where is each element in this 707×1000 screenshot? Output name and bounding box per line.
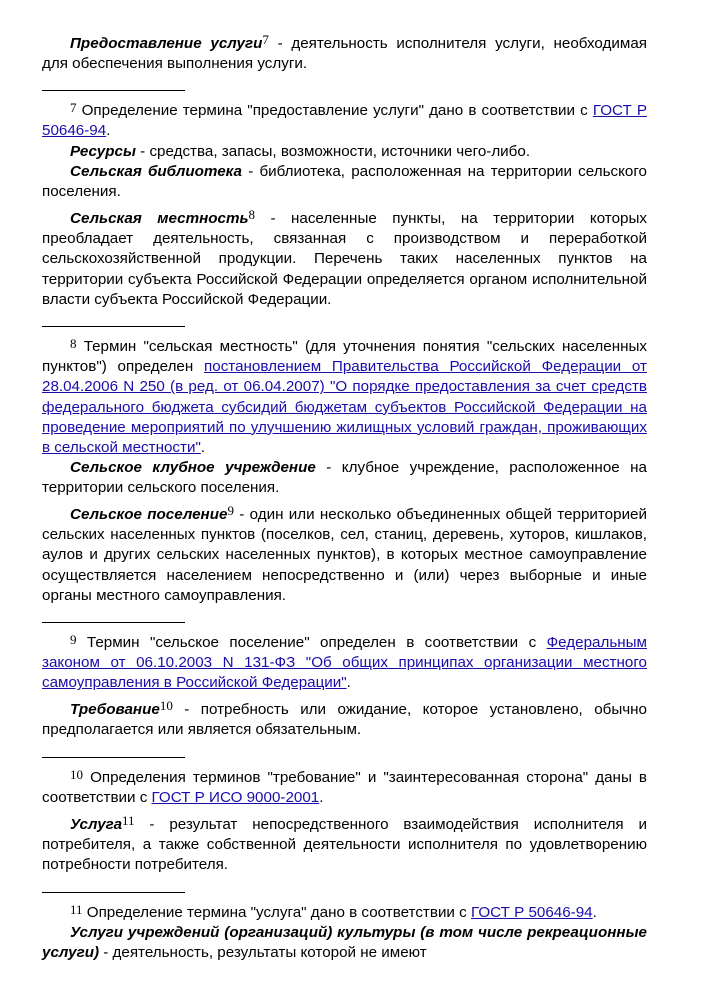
footnote-11 [42,903,647,923]
footnote-end: . [319,789,324,807]
footnote-ref[interactable]: 11 [122,813,135,828]
footnote-text: Определения терминов "требование" и "заинтересованная сторона" даны в соответствии с [42,769,647,807]
footnote-7 [42,101,647,141]
link-gost-iso-9000[interactable]: ГОСТ Р ИСО 9000-2001 [151,789,320,807]
footnote-ref[interactable]: 10 [159,698,173,713]
definition-text: - деятельность исполнителя услуги, необходимая для обеспечения выполнения услуги. [42,35,647,73]
link-federal-law-131[interactable]: Федеральным законом от 06.10.2003 N 131-ФЗ "Об общих принципах организации местного самоуправления в Российской Федерации" [42,634,647,692]
footnote-separator [42,757,185,758]
definition-text: - средства, запасы, возможности, источники чего-либо. [135,143,531,160]
footnote-text: Термин "сельское поселение" определен в соответствии с [76,634,547,651]
footnote-number: 9 [70,632,77,647]
link-government-decree-250[interactable]: постановлением Правительства Российской Федерации от 28.04.2006 N 250 (в ред. от 06.04.2007) "О порядке предоставления за счет средств федерального бюджета субсидий бюджетам субъектов Российской Федерации на проведение мероприятий по улучшению жилищных условий граждан, проживающих в сельской местности" [42,358,647,457]
footnote-number: 11 [70,902,83,917]
definition-rural-library [42,162,647,202]
footnote-ref[interactable]: 9 [227,503,234,518]
footnote-number: 8 [70,336,77,351]
term: Сельское клубное учреждение [70,459,316,476]
definition-resources [42,142,647,162]
term: Услуги учреждений (организаций) культуры (в том числе рекреационные услуги) [42,924,647,962]
footnote-separator [42,90,185,91]
term: Сельская местность [70,210,249,227]
term: Сельская библиотека [70,163,242,180]
footnote-8 [42,337,647,458]
definition-text: - клубное учреждение, расположенное на территории сельского поселения. [42,459,647,497]
definition-rural-settlement [42,505,647,606]
definition-text: - деятельность, результаты которой не имеют [99,944,427,962]
term: Сельское поселение [70,506,228,523]
footnote-separator [42,326,185,327]
footnote-separator [42,622,185,623]
footnote-ref[interactable]: 7 [262,32,269,47]
definition-requirement [42,700,647,740]
footnote-separator [42,892,185,893]
definition-service-provision [42,34,647,74]
definition-service [42,815,647,876]
footnote-end: . [346,674,351,692]
term: Требование [70,701,160,718]
footnote-text: Термин "сельская местность" (для уточнения понятия "сельских населенных пунктов") определен [42,338,647,376]
definition-rural-club [42,458,647,498]
definition-rural-area [42,209,647,310]
footnote-ref[interactable]: 8 [248,207,255,222]
footnote-end: . [200,439,206,457]
footnote-10 [42,768,647,808]
link-gost-50646-second[interactable]: ГОСТ Р 50646-94 [470,904,593,921]
footnote-number: 7 [70,100,77,115]
footnote-number: 10 [70,767,83,782]
footnote-end: . [592,904,597,921]
term: Услуга [70,816,123,833]
definition-text: - результат непосредственного взаимодействия исполнителя и потребителя, а также собственной деятельности исполнителя по удовлетворению потребности потребителя. [42,816,647,874]
term: Предоставление услуги [70,35,263,52]
definition-text: - один или несколько объединенных общей территорией сельских населенных пунктов (поселков, сел, станиц, деревень, хуторов, кишлаков, аулов и других сельских населенных пунктов), в которых местное самоуправление осуществляется населением непосредственно и (или) через выборные и иные органы местного самоуправления. [42,506,647,604]
link-gost-50646[interactable]: ГОСТ Р 50646-94 [42,102,647,140]
term: Ресурсы [70,143,136,160]
definition-text: - потребность или ожидание, которое установлено, обычно предполагается или является обязательным. [42,701,647,739]
footnote-end: . [106,122,111,140]
definition-text: - библиотека, расположенная на территории сельского поселения. [42,163,647,201]
footnote-text: Определение термина "предоставление услуги" дано в соответствии с [76,102,593,119]
definition-culture-services [42,923,647,963]
footnote-text: Определение термина "услуга" дано в соответствии с [82,904,471,921]
definition-text: - населенные пункты, на территории которых преобладает деятельность, связанная с производством и переработкой сельскохозяйственной продукции. Перечень таких населенных пунктов на территории субъекта Российской Федерации определяется органом исполнительной власти субъекта Российской Федерации. [42,210,647,308]
footnote-9 [42,633,647,694]
